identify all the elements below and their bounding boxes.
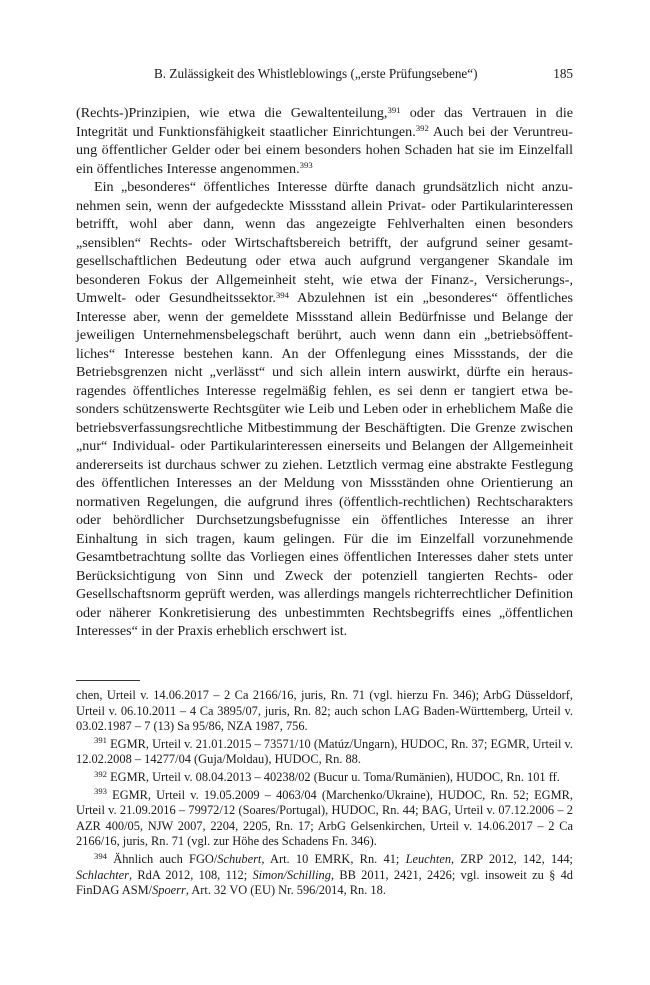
footnote-separator — [76, 680, 140, 681]
author-name: Schlachter — [76, 867, 129, 882]
footnote-ref-393[interactable]: 393 — [299, 160, 313, 171]
footnote-392 — [76, 770, 573, 786]
footnote-text: EGMR, Urteil v. 21.01.2015 – 73571/10 (Matúz/Ungarn), HUDOC, Rn. 37; EGMR, Urteil v. 12.02.2008 – 14277/04 (Guja/Moldau), HUDOC, Rn. 88. — [76, 736, 573, 767]
footnote-ref-391[interactable]: 391 — [387, 104, 401, 115]
footnote-text: , Art. 10 EMRK, Rn. 41; — [261, 851, 406, 866]
author-name: Schubert — [217, 851, 262, 866]
footnote-393 — [76, 788, 573, 850]
text-run: oder das Vertrauen in die Integrität und Funktionsfähigkeit staatlicher Einrichtungen. — [76, 105, 573, 140]
footnote-text: Ähnlich auch FGO/ — [106, 851, 218, 866]
footnote-number: 393 — [94, 786, 107, 797]
footnote-ref-392[interactable]: 392 — [415, 123, 429, 134]
running-header — [76, 66, 573, 86]
footnote-text: EGMR, Urteil v. 08.04.2013 – 40238/02 (Bucur u. Toma/Rumänien), HUDOC, Rn. 101 ff. — [106, 769, 560, 784]
page-number: 185 — [553, 66, 573, 81]
footnote-text: EGMR, Urteil v. 19.05.2009 – 4063/04 (Marchenko/Ukraine), HUDOC, Rn. 52; EGMR, Urteil v. 21.09.2016 – 79972/12 (Soares/Portugal), HUDOC, Rn. 44; BAG, Urteil v. 07.12.2006 – 2 AZR 400/05, NJW 2007, 2204, 2205, Rn. 17; ArbG Gelsenkirchen, Urteil v. 14.06.2017 – 2 Ca 2166/16, juris, Rn. 71 (vgl. zur Höhe des Schadens Fn. 346). — [76, 787, 573, 849]
paragraph-1 — [76, 104, 573, 178]
text-run: Abzulehnen ist ein „besonderes“ öffentliches Interesse aber, wenn der gemeldete Missstand allein Bedürfnisse und Belange der jeweiligen Unternehmensbelegschaft berührt, auch wenn dann ein „betriebsöffentliches“ Interesse bestehen kann. An der Offenlegung eines Missstands, der die Betriebsgrenzen nicht „verlässt“ und sich allein intern auswirkt, dürfte ein herausragendes öffentliches Interesse regelmäßig fehlen, es sei denn er tangiert etwa besonders schützenswerte Rechtsgüter wie Leib und Leben oder in erheblichem Maße die betriebsverfassungsrechtliche Mitbestimmung der Beschäftigten. Die Grenze zwischen „nur“ Individual- oder Partikularinteressen einerseits und Belangen der Allgemeinheit andererseits ist durchaus schwer zu ziehen. Letztlich vermag eine abstrakte Festlegung des öffentlichen Interesses an der Meldung von Missständen ohne Orientierung an normativen Regelungen, die aufgrund ihres (öffentlich-rechtlichen) Rechtscharakters oder behördlicher Durchsetzungsbefugnisse ein öffentliches Interesse an ihrer Einhaltung in sich tragen, kaum gelingen. Für die im Einzelfall vorzunehmende Gesamtbetrachtung sollte das Vorliegen eines öffentlichen Interesses daher stets unter Berücksichtigung von Sinn und Zweck der potenziell tangierten Rechts- oder Gesellschaftsnorm geprüft werden, was allerdings mangels richterrechtlicher Definition oder näherer Konkretisierung des unbestimmten Rechtsbegriffs eines „öffentlichen Interesses“ in der Praxis erheblich erschwert ist. — [76, 290, 573, 639]
footnote-text: , ZRP 2012, 142, 144; — [451, 851, 573, 866]
main-text — [76, 104, 573, 641]
author-name: Simon/Schilling — [252, 867, 331, 882]
footnotes — [76, 688, 573, 899]
running-title: B. Zulässigkeit des Whistleblowings („erste Prüfungsebene“) — [154, 66, 478, 81]
footnote-text: , Art. 32 VO (EU) Nr. 596/2014, Rn. 18. — [185, 883, 386, 898]
paragraph-2 — [76, 178, 573, 641]
footnote-391 — [76, 737, 573, 768]
footnote-number: 392 — [94, 768, 107, 779]
text-run: Ein „besonderes“ öffentliches Interesse dürfte danach grundsätzlich nicht anzunehmen sein, wenn der aufgedeckte Missstand allein Privat- oder Partikularinteressen betrifft, wohl aber dann, wenn das angezeigte Fehlverhalten einen besonders „sensiblen“ Rechts- oder Wirtschaftsbereich betrifft, der aufgrund seiner gesamtgesellschaftlichen Bedeutung oder etwa auch aufgrund vergangener Skandale im besonderen Fokus der Allgemeinheit steht, wie etwa der Finanz-, Versicherungs-, Umwelt- oder Gesundheitssektor. — [76, 179, 573, 306]
text-run: (Rechts-)Prinzipien, wie etwa die Gewaltenteilung, — [76, 105, 388, 121]
footnote-number: 391 — [94, 735, 107, 746]
footnote-text: , BB 2011, 2421, 2426; vgl. insoweit zu § 4d FinDAG ASM/ — [76, 867, 573, 898]
footnote-394 — [76, 852, 573, 899]
author-name: Leuchten — [405, 851, 452, 866]
author-name: Spoerr — [152, 883, 186, 898]
text-run: Auch bei der Veruntreuung öffentlicher Gelder oder bei einem besonders hohen Schaden hat sie im Einzelfall ein öffentliches Interesse angenommen. — [76, 123, 573, 177]
footnote-text: , RdA 2012, 108, 112; — [129, 867, 253, 882]
footnote-number: 394 — [94, 850, 107, 861]
footnote-ref-394[interactable]: 394 — [275, 289, 290, 300]
footnote-continuation: chen, Urteil v. 14.06.2017 – 2 Ca 2166/16, juris, Rn. 71 (vgl. hierzu Fn. 346); ArbG Düsseldorf, Urteil v. 06.10.2011 – 4 Ca 3895/07, juris, Rn. 82; auch schon LAG Baden-Württemberg, Urteil v. 03.02.1987 – 7 (13) Sa 95/86, NZA 1987, 756. — [76, 688, 573, 734]
